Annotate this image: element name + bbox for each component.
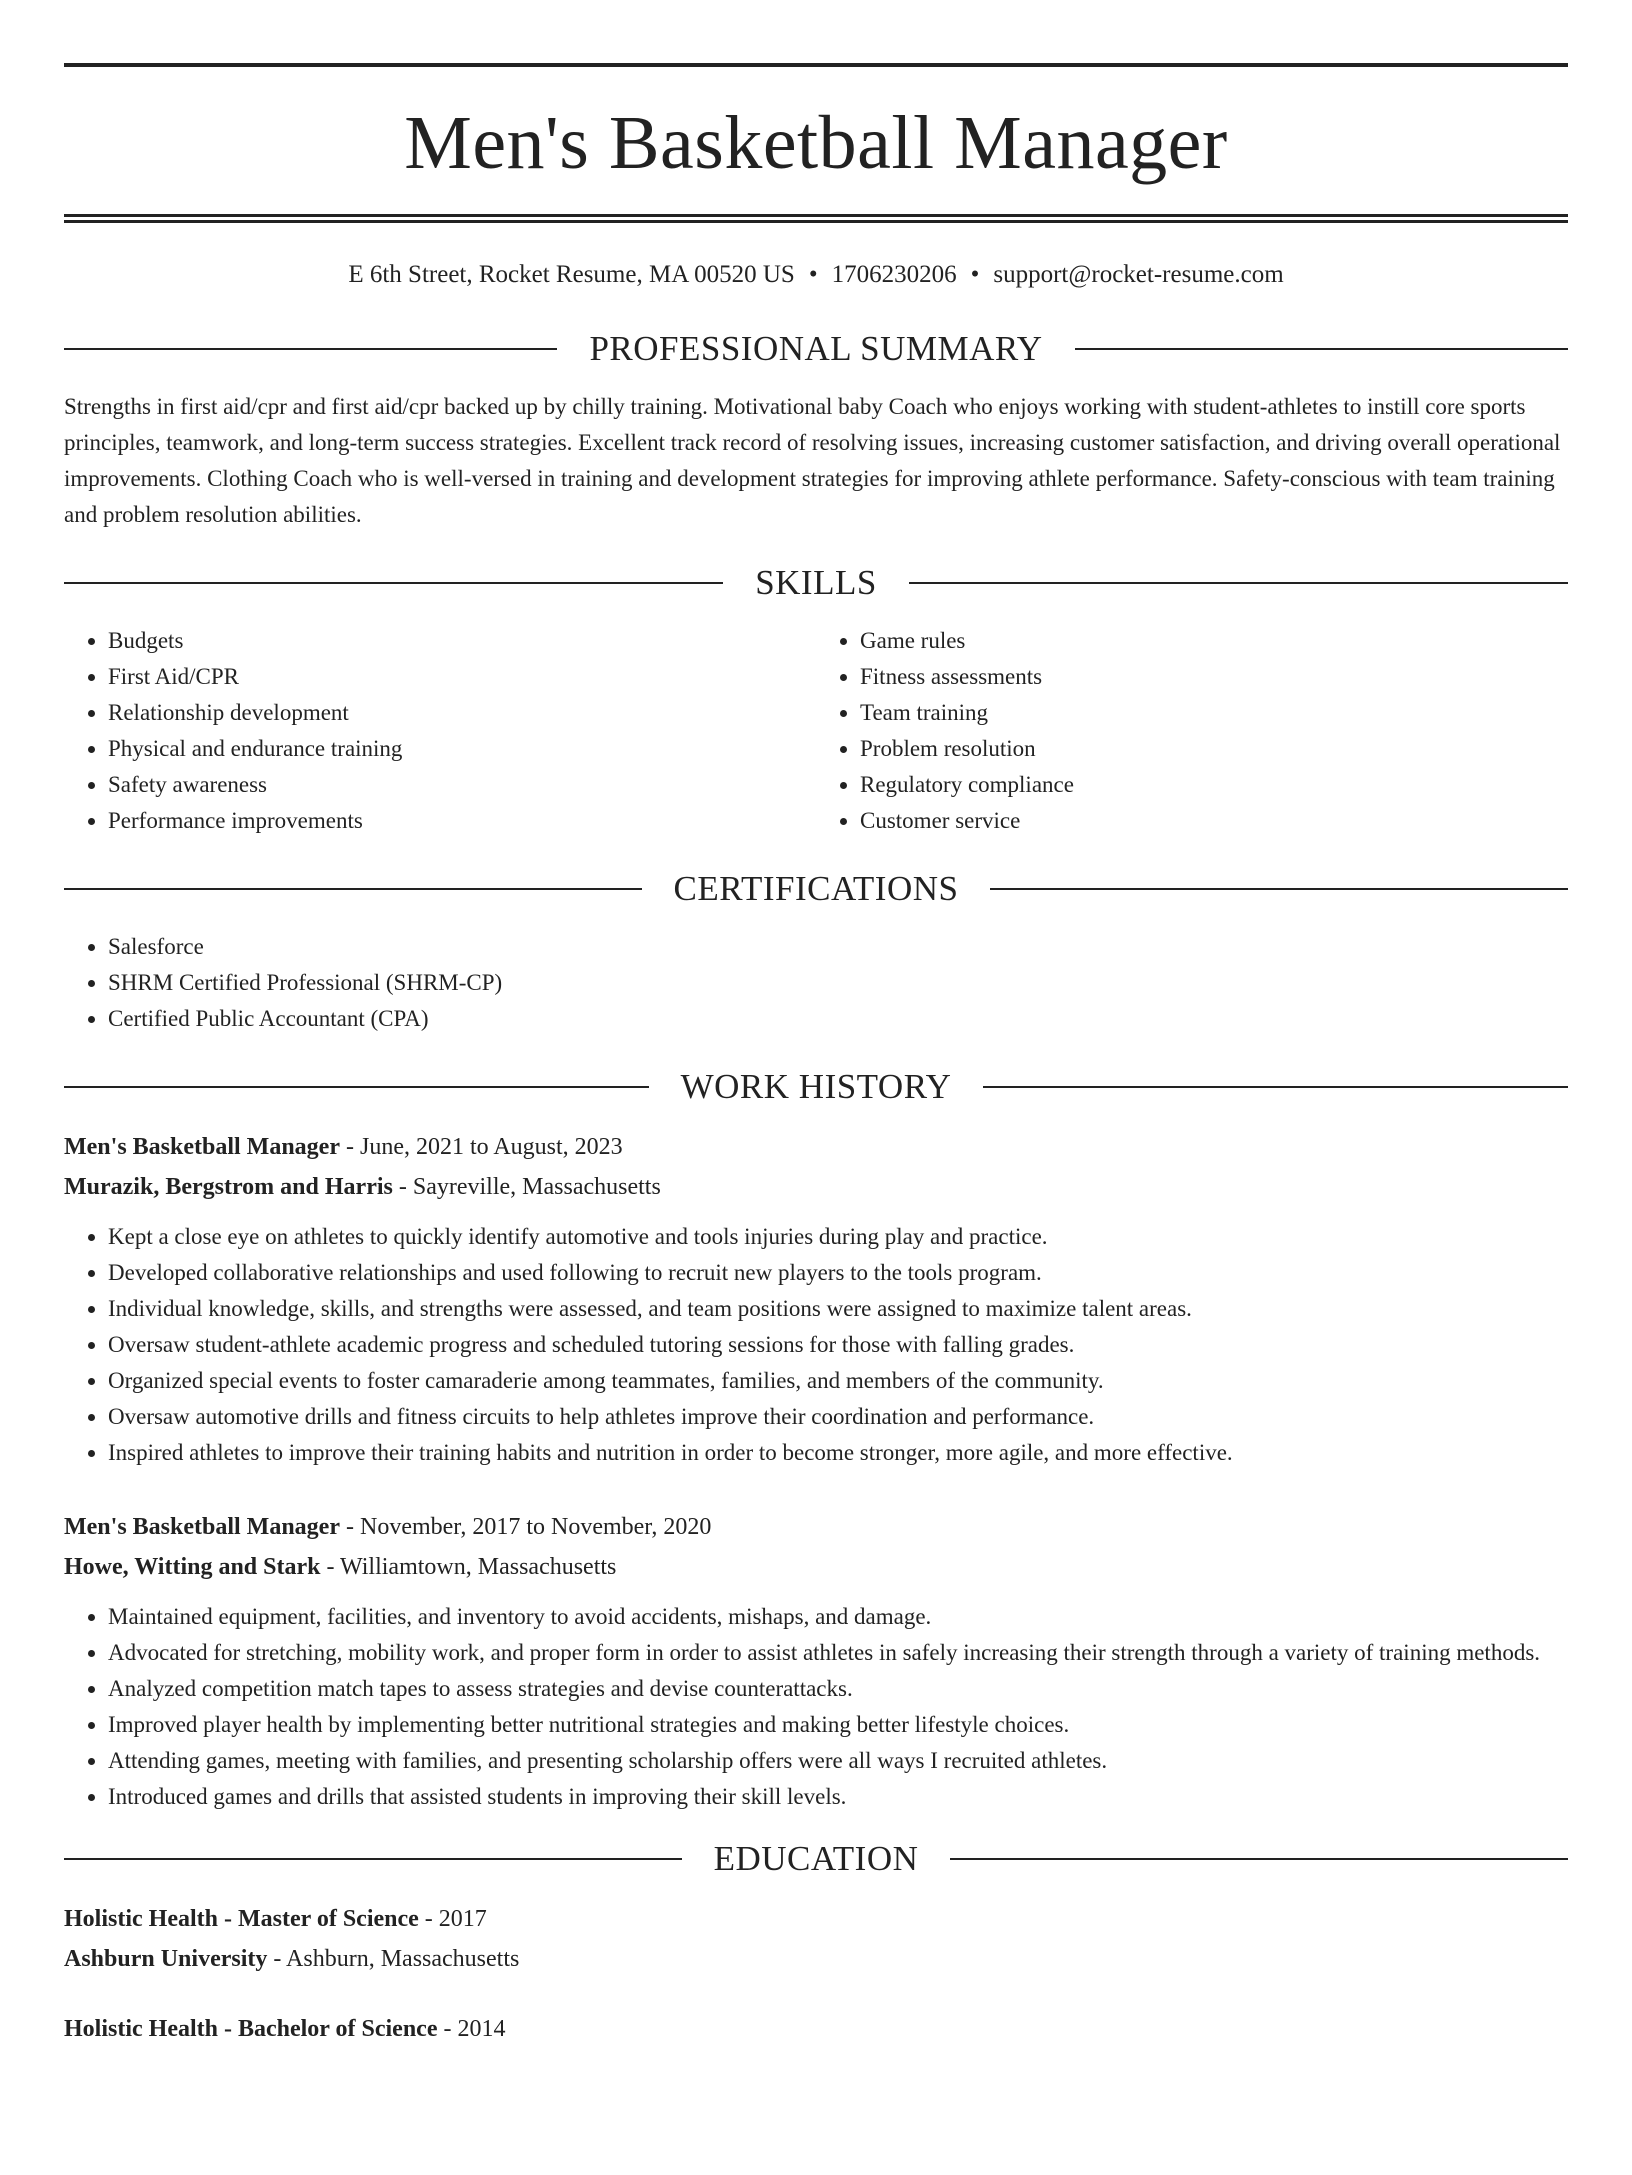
skill-item: • Physical and endurance training (108, 731, 816, 767)
section-rule (64, 348, 557, 350)
job-bullet: • Improved player health by implementing better nutritional strategies and making better lifestyle choices. (108, 1707, 1568, 1743)
section-rule (64, 888, 642, 890)
section-rule (64, 1086, 649, 1088)
job-title-line (64, 1507, 1568, 1547)
certification-item: • SHRM Certified Professional (SHRM-CP) (108, 965, 1568, 1001)
certification-item: • Salesforce (108, 929, 1568, 965)
education-degree: Holistic Health - Bachelor of Science (64, 2016, 438, 2042)
job-bullet: • Oversaw student-athlete academic progress and scheduled tutoring sessions for those with falling grades. (108, 1327, 1568, 1363)
section-title-skills: SKILLS (755, 563, 877, 602)
section-rule (64, 582, 723, 584)
section-header-work (64, 1067, 1568, 1107)
job-bullet: • Oversaw automotive drills and fitness circuits to help athletes improve their coordination and performance. (108, 1399, 1568, 1435)
job-bullet: • Inspired athletes to improve their training habits and nutrition in order to become stronger, more agile, and more effective. (108, 1435, 1568, 1471)
section-header-certifications (64, 869, 1568, 909)
header-double-rule (64, 214, 1568, 223)
education-year: - 2017 (418, 1906, 487, 1932)
job-location: - Williamtown, Massachusetts (320, 1554, 617, 1580)
job-bullet: • Attending games, meeting with families, and presenting scholarship offers were all ways I recruited athletes. (108, 1743, 1568, 1779)
job-company: Murazik, Bergstrom and Harris (64, 1174, 393, 1200)
skill-item: • Fitness assessments (860, 659, 1568, 695)
section-header-education (64, 1839, 1568, 1879)
summary-text: Strengths in first aid/cpr and first aid/cpr backed up by chilly training. Motivational baby Coach who enjoys working with student-athletes to instill core sports principles, teamwork, and long-term success strategies. Excellent track record of resolving issues, increasing customer satisfaction, and driving overall operational improvements. Clothing Coach who is well-versed in training and development strategies for improving athlete performance. Safety-conscious with team training and problem resolution abilities. (64, 394, 1561, 527)
section-header-summary (64, 329, 1568, 369)
education-entry (64, 2009, 1568, 2049)
job-entry (64, 1507, 1568, 1815)
education-school-line (64, 1939, 1568, 1979)
contact-email: support@rocket-resume.com (993, 261, 1284, 288)
section-rule (950, 1858, 1568, 1860)
resume-page (0, 63, 1632, 2175)
job-location: - Sayreville, Massachusetts (392, 1174, 661, 1200)
contact-separator: • (808, 261, 818, 288)
section-rule (1075, 348, 1568, 350)
job-bullet: • Kept a close eye on athletes to quickly identify automotive and tools injuries during play and practice. (108, 1219, 1568, 1255)
top-rule (64, 63, 1568, 67)
section-title-certifications: CERTIFICATIONS (673, 869, 959, 908)
job-entry (64, 1127, 1568, 1471)
job-bullet: • Maintained equipment, facilities, and inventory to avoid accidents, mishaps, and damage. (108, 1599, 1568, 1635)
section-title-education: EDUCATION (713, 1839, 919, 1878)
job-bullet: • Developed collaborative relationships and used following to recruit new players to the tools program. (108, 1255, 1568, 1291)
job-bullet: • Advocated for stretching, mobility work, and proper form in order to assist athletes in safely increasing their strength through a variety of training methods. (108, 1635, 1568, 1671)
job-bullet: • Organized special events to foster camaraderie among teammates, families, and members of the community. (108, 1363, 1568, 1399)
job-company: Howe, Witting and Stark (64, 1554, 321, 1580)
skill-item: • Regulatory compliance (860, 767, 1568, 803)
section-rule (983, 1086, 1568, 1088)
contact-line (64, 259, 1568, 291)
candidate-name: Men's Basketball Manager (404, 101, 1228, 185)
contact-separator: • (970, 261, 980, 288)
education-year: - 2014 (437, 2016, 506, 2042)
job-role: Men's Basketball Manager (64, 1134, 340, 1160)
job-dates: - November, 2017 to November, 2020 (340, 1514, 712, 1540)
skill-item: • Customer service (860, 803, 1568, 839)
job-company-line (64, 1167, 1568, 1207)
certifications-list (64, 929, 1568, 1037)
job-bullet: • Individual knowledge, skills, and strengths were assessed, and team positions were assigned to maximize talent areas. (108, 1291, 1568, 1327)
section-rule (990, 888, 1568, 890)
education-school: Ashburn University (64, 1946, 268, 1972)
skill-item: • Game rules (860, 623, 1568, 659)
section-rule (909, 582, 1568, 584)
section-rule (64, 1858, 682, 1860)
skills-list-right (816, 623, 1568, 839)
skill-item: • Safety awareness (108, 767, 816, 803)
skill-item: • Team training (860, 695, 1568, 731)
education-location: - Ashburn, Massachusetts (267, 1946, 520, 1972)
job-dates: - June, 2021 to August, 2023 (340, 1134, 623, 1160)
skill-item: • Performance improvements (108, 803, 816, 839)
skill-item: • Relationship development (108, 695, 816, 731)
job-bullets (64, 1599, 1568, 1815)
job-role: Men's Basketball Manager (64, 1514, 340, 1540)
skills-grid (64, 623, 1568, 839)
job-bullets (64, 1219, 1568, 1471)
job-company-line (64, 1547, 1568, 1587)
skill-item: • First Aid/CPR (108, 659, 816, 695)
job-bullet: • Introduced games and drills that assisted students in improving their skill levels. (108, 1779, 1568, 1815)
section-header-skills (64, 563, 1568, 603)
job-title-line (64, 1127, 1568, 1167)
education-degree-line (64, 2009, 1568, 2049)
certification-item: • Certified Public Accountant (CPA) (108, 1001, 1568, 1037)
job-bullet: • Analyzed competition match tapes to assess strategies and devise counterattacks. (108, 1671, 1568, 1707)
section-title-summary: PROFESSIONAL SUMMARY (589, 329, 1043, 368)
skills-list-left (64, 623, 816, 839)
contact-address: E 6th Street, Rocket Resume, MA 00520 US (348, 261, 795, 288)
section-title-work: WORK HISTORY (680, 1067, 952, 1106)
education-degree: Holistic Health - Master of Science (64, 1906, 419, 1932)
skill-item: • Budgets (108, 623, 816, 659)
education-entry (64, 1899, 1568, 1979)
education-degree-line (64, 1899, 1568, 1939)
skill-item: • Problem resolution (860, 731, 1568, 767)
contact-phone: 1706230206 (831, 261, 957, 288)
